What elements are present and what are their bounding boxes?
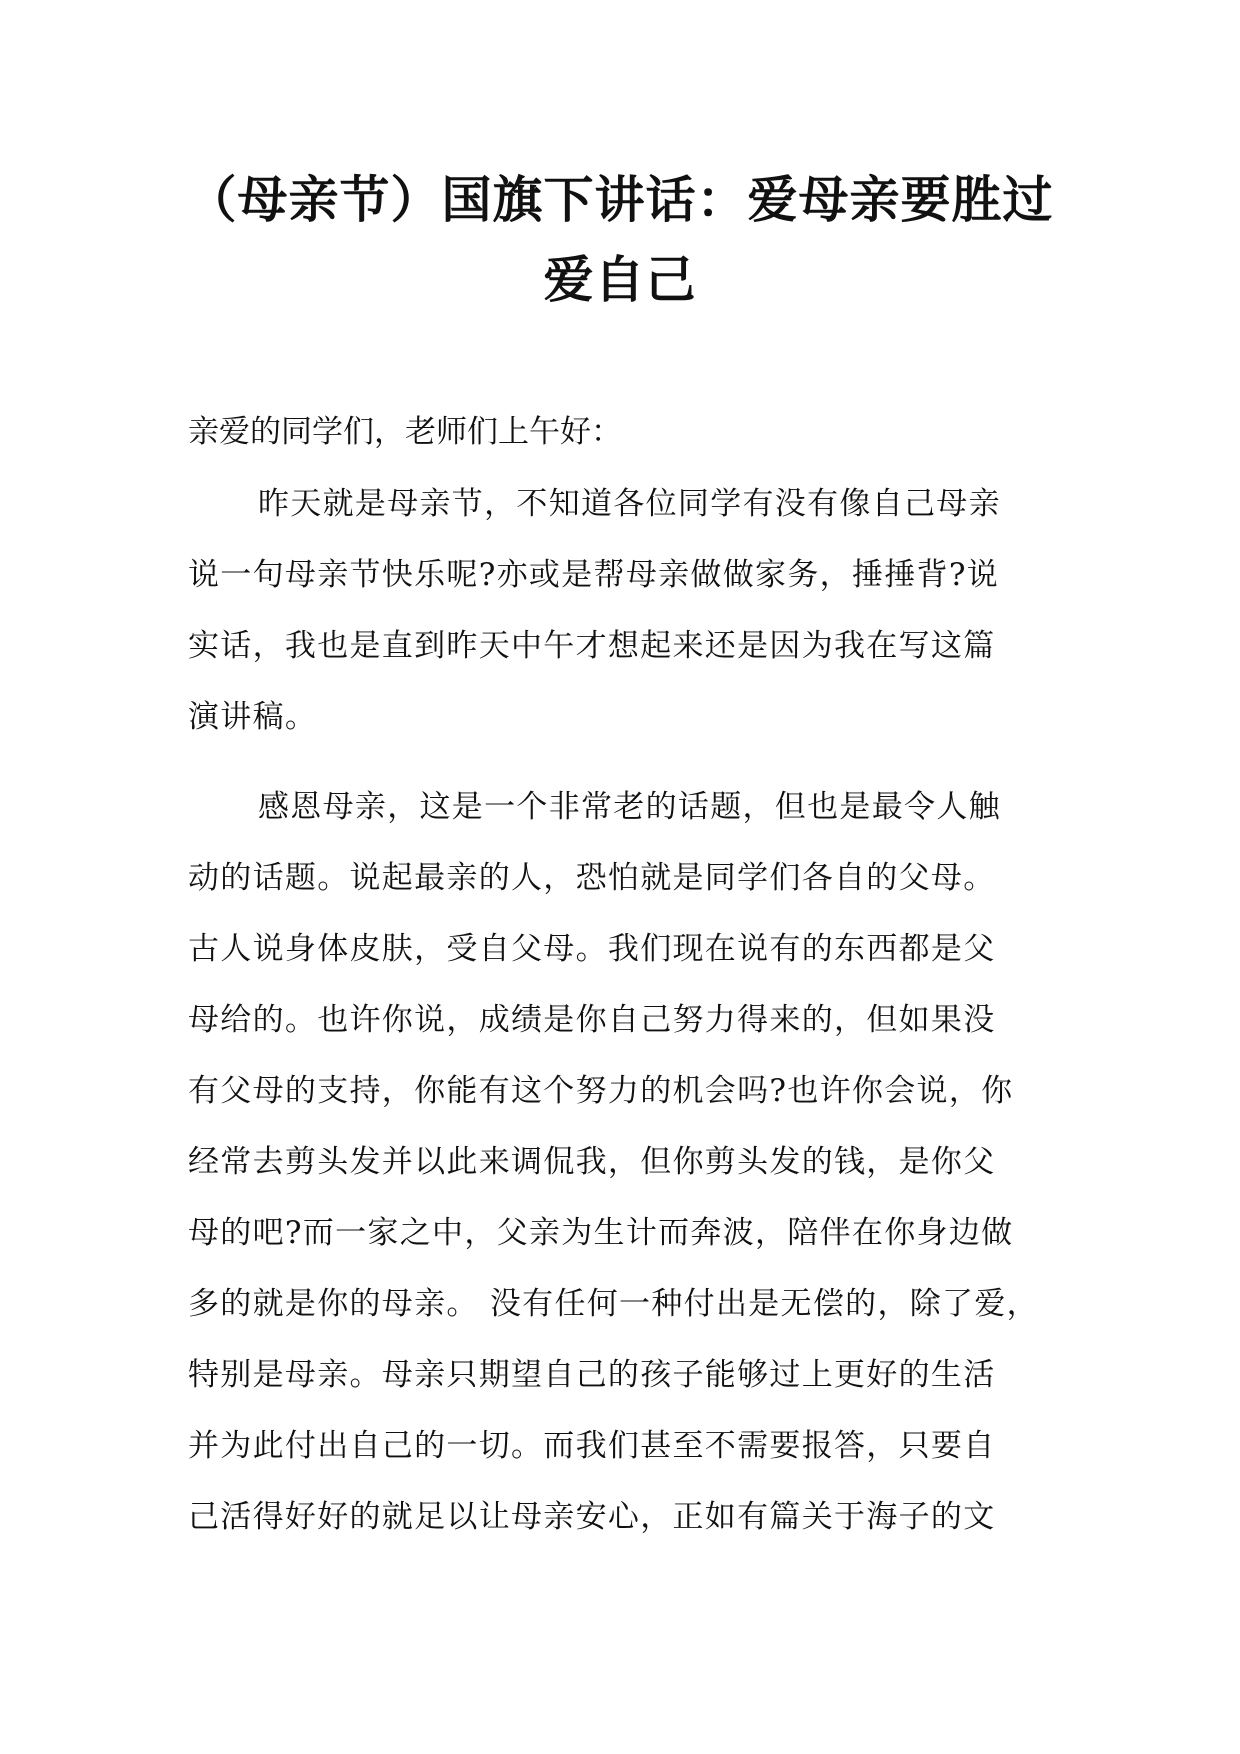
title-line-1: （母亲节）国旗下讲话：爱母亲要胜过 — [186, 171, 1054, 229]
paragraph-1-line: 演讲稿。 — [188, 699, 318, 735]
paragraph-2-line: 特别是母亲。母亲只期望自己的孩子能够过上更好的生活 — [188, 1357, 996, 1393]
title-line-2: 爱自己 — [543, 251, 697, 309]
paragraph-2-line: 经常去剪头发并以此来调侃我，但你剪头发的钱，是你父 — [188, 1144, 996, 1180]
paragraph-2-line: 古人说身体皮肤，受自父母。我们现在说有的东西都是父 — [188, 931, 996, 967]
paragraph-2-line: 母给的。也许你说，成绩是你自己努力得来的，但如果没 — [188, 1002, 996, 1038]
paragraph-1-line: 说一句母亲节快乐呢?亦或是帮母亲做做家务，捶捶背?说 — [188, 557, 1000, 593]
paragraph-2-line: 并为此付出自己的一切。而我们甚至不需要报答，只要自 — [188, 1428, 996, 1464]
paragraph-2-line: 多的就是你的母亲。 没有任何一种付出是无偿的，除了爱， — [188, 1286, 1039, 1322]
greeting: 亲爱的同学们，老师们上午好： — [188, 414, 622, 450]
paragraph-2-line: 己活得好好的就足以让母亲安心，正如有篇关于海子的文 — [188, 1499, 996, 1535]
paragraph-1-line: 实话，我也是直到昨天中午才想起来还是因为我在写这篇 — [188, 628, 996, 664]
paragraph-2-line: 母的吧?而一家之中，父亲为生计而奔波，陪伴在你身边做 — [188, 1215, 1014, 1251]
paragraph-2-line: 有父母的支持，你能有这个努力的机会吗?也许你会说，你 — [188, 1073, 1014, 1109]
paragraph-2-line: 动的话题。说起最亲的人，恐怕就是同学们各自的父母。 — [188, 860, 996, 896]
paragraph-2-line: 感恩母亲，这是一个非常老的话题，但也是最令人触 — [258, 789, 1001, 825]
paragraph-1-line: 昨天就是母亲节，不知道各位同学有没有像自己母亲 — [258, 486, 1001, 522]
document-title — [150, 160, 1090, 320]
